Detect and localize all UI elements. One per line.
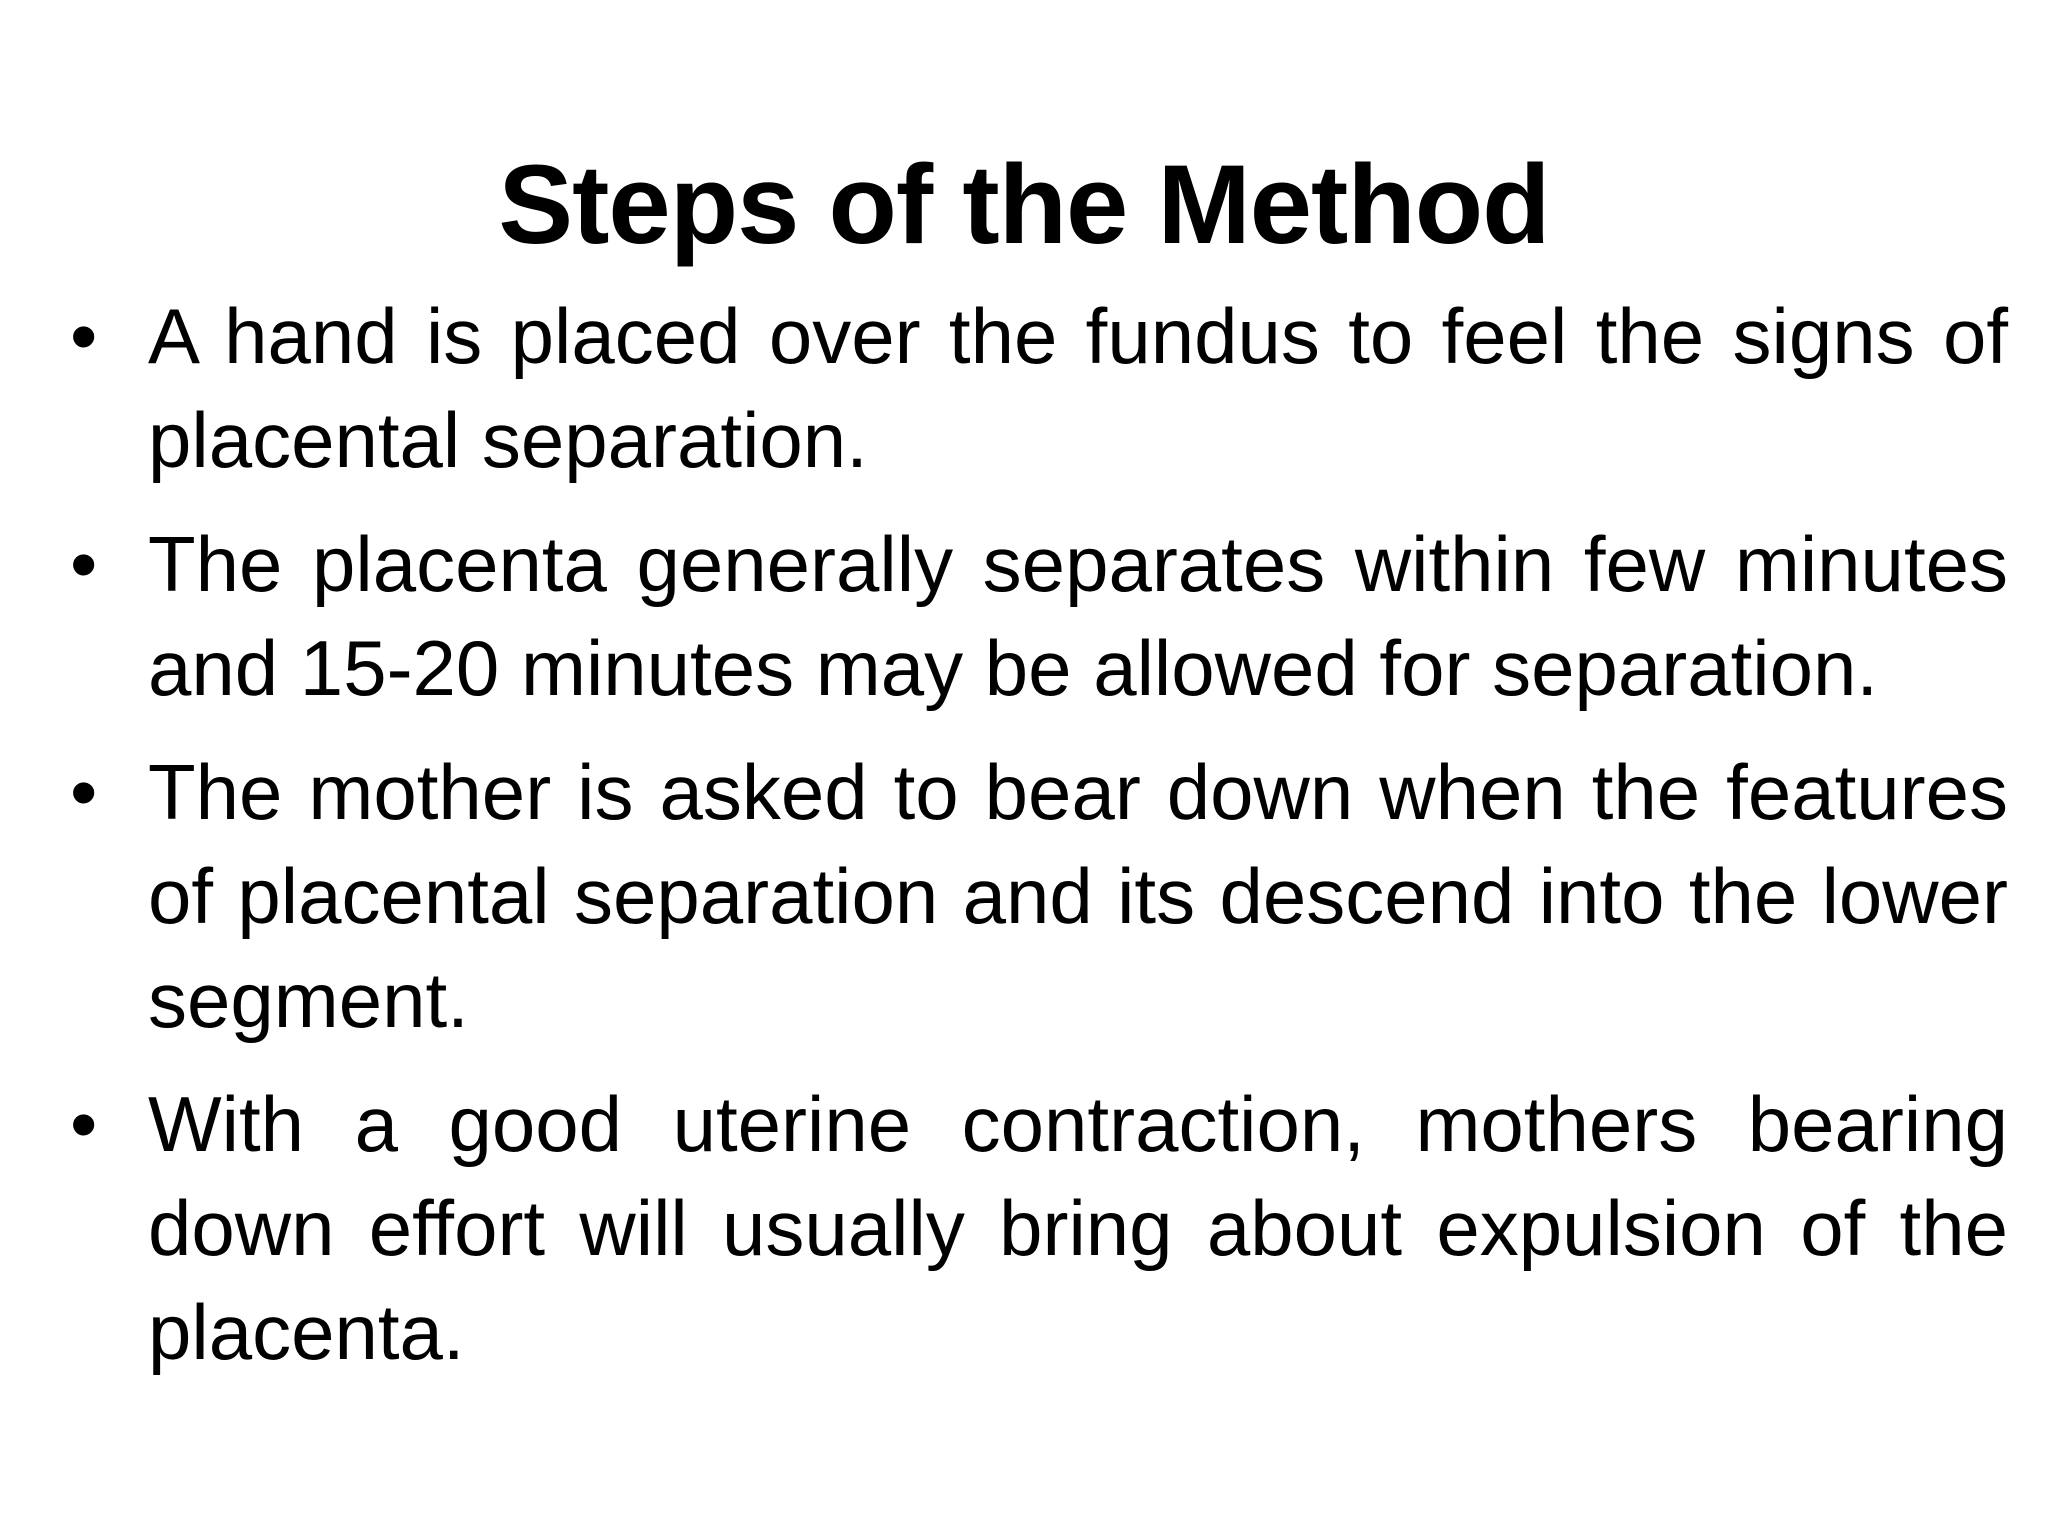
bullet-icon: • bbox=[70, 292, 98, 380]
bullet-item bbox=[70, 1072, 2008, 1384]
bullet-item bbox=[70, 284, 2008, 492]
bullet-text: The placenta generally separates within few minutes and 15-20 minutes may be allowed for separation. bbox=[148, 520, 2008, 712]
bullet-text: With a good uterine contraction, mothers bearing down effort will usually bring about expulsion of the placenta. bbox=[148, 1080, 2008, 1376]
slide-title: Steps of the Method bbox=[498, 142, 1550, 267]
bullet-icon: • bbox=[70, 748, 98, 836]
bullet-icon: • bbox=[70, 520, 98, 608]
bullet-icon: • bbox=[70, 1080, 98, 1168]
bullet-item bbox=[70, 740, 2008, 1052]
bullet-item bbox=[70, 512, 2008, 720]
bullet-text: A hand is placed over the fundus to feel the signs of placental separation. bbox=[148, 292, 2008, 484]
bullet-list bbox=[70, 284, 2008, 1404]
bullet-text: The mother is asked to bear down when the features of placental separation and its descend into the lower segment. bbox=[148, 748, 2008, 1044]
